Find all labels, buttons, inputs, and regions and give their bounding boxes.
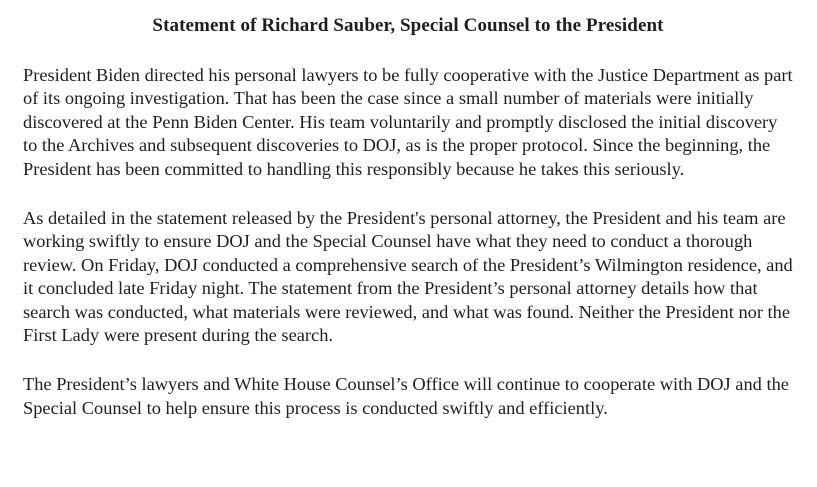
statement-paragraph-3: The President’s lawyers and White House Counsel’s Office will continue to cooperate with DOJ and the Special Counsel to help ensure this process is conducted swiftly and efficiently.: [23, 374, 789, 418]
statement-paragraph-1: President Biden directed his personal lawyers to be fully cooperative with the Justice Department as part of its ongoing investigation. That has been the case since a small number of materials were initially discovered at the Penn Biden Center. His team voluntarily and promptly disclosed the initial discovery to the Archives and subsequent discoveries to DOJ, as is the proper protocol. Since the beginning, the President has been committed to handling this responsibly because he takes this seriously.: [23, 65, 793, 179]
statement-paragraph-2: As detailed in the statement released by the President's personal attorney, the President and his team are working swiftly to ensure DOJ and the Special Counsel have what they need to conduct a thorough review. On Friday, DOJ conducted a comprehensive search of the President’s Wilmington residence, and it concluded late Friday night. The statement from the President’s personal attorney details how that search was conducted, what materials were reviewed, and what was found. Neither the President nor the First Lady were present during the search.: [23, 208, 793, 346]
statement-title: Statement of Richard Sauber, Special Counsel to the President: [152, 15, 664, 36]
